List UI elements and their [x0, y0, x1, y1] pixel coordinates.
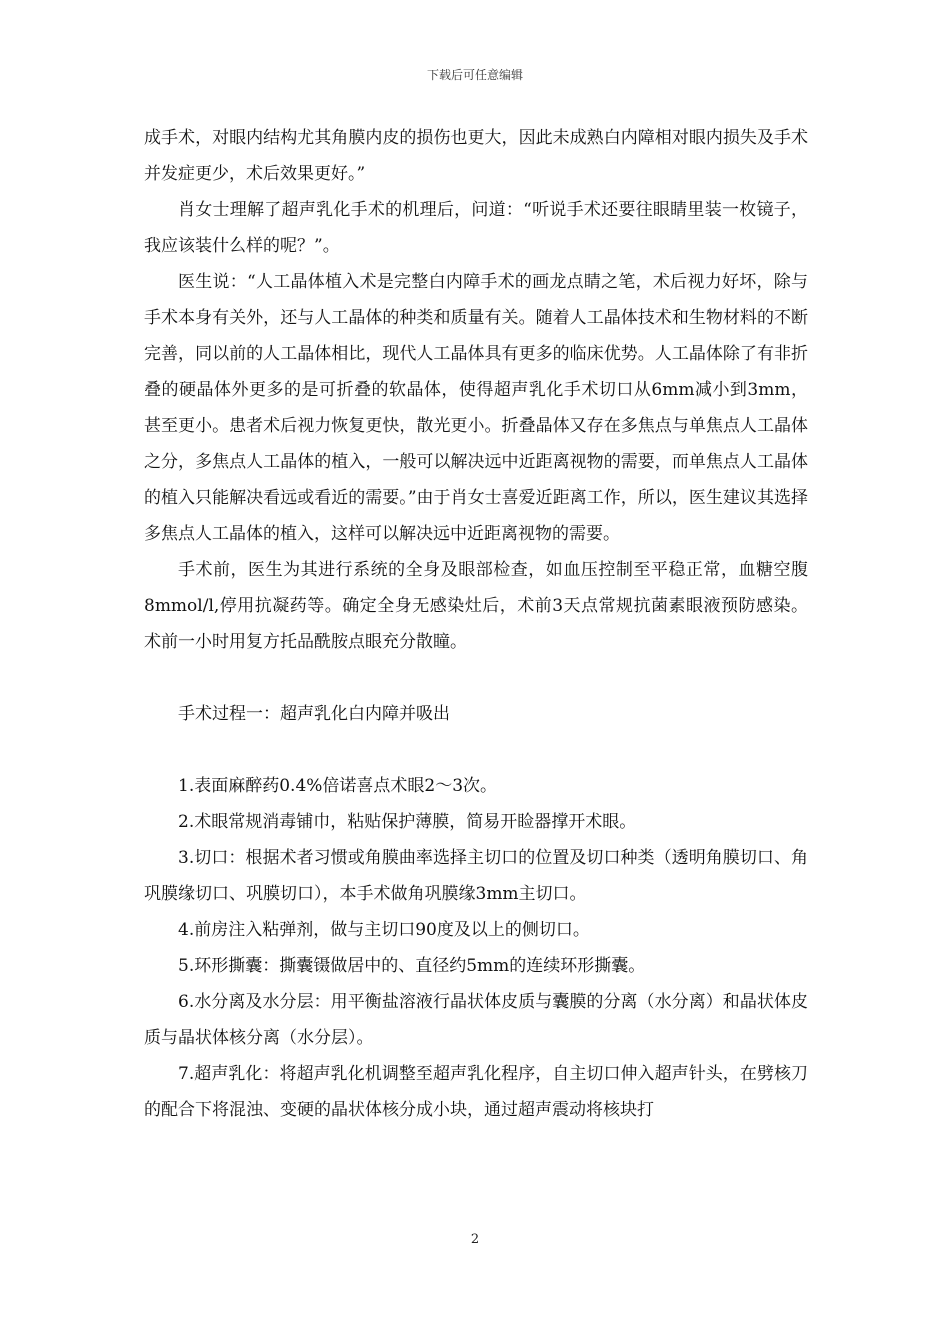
page-header: 下载后可任意编辑 — [426, 68, 523, 82]
document-body — [144, 120, 808, 1128]
step-item: 3.切口：根据术者习惯或角膜曲率选择主切口的位置及切口种类（透明角膜切口、角巩膜缘切口、巩膜切口），本手术做角巩膜缘3mm主切口。 — [144, 848, 808, 904]
step-item: 1.表面麻醉药0.4%倍诺喜点术眼2～3次。 — [178, 776, 498, 796]
step-item: 7.超声乳化：将超声乳化机调整至超声乳化程序，自主切口伸入超声针头，在劈核刀的配合下将混浊、变硬的晶状体核分成小块，通过超声震动将核块打 — [144, 1064, 808, 1120]
step-item: 6.水分离及水分层：用平衡盐溶液行晶状体皮质与囊膜的分离（水分离）和晶状体皮质与晶状体核分离（水分层）。 — [144, 992, 808, 1048]
section-title: 手术过程一：超声乳化白内障并吸出 — [178, 704, 450, 724]
step-item: 4.前房注入粘弹剂，做与主切口90度及以上的侧切口。 — [178, 920, 590, 940]
page-number: 2 — [470, 1232, 480, 1247]
step-item: 5.环形撕囊：撕囊镊做居中的、直径约5mm的连续环形撕囊。 — [178, 956, 646, 976]
spacer — [144, 732, 808, 768]
step-item: 2.术眼常规消毒铺巾，粘贴保护薄膜，简易开睑器撑开术眼。 — [178, 812, 637, 832]
paragraph-question: 肖女士理解了超声乳化手术的机理后，问道：“听说手术还要往眼睛里装一枚镜子，我应该装什么样的呢？”。 — [144, 200, 808, 256]
paragraph-preoperative: 手术前，医生为其进行系统的全身及眼部检查，如血压控制至平稳正常，血糖空腹8mmol/l,停用抗凝药等。确定全身无感染灶后，术前3天点常规抗菌素眼液预防感染。术前一小时用复方托品酰胺点眼充分散瞳。 — [144, 560, 808, 652]
paragraph-doctor-explanation: 医生说：“人工晶体植入术是完整白内障手术的画龙点睛之笔，术后视力好坏，除与手术本身有关外，还与人工晶体的种类和质量有关。随着人工晶体技术和生物材料的不断完善，同以前的人工晶体相比，现代人工晶体具有更多的临床优势。人工晶体除了有非折叠的硬晶体外更多的是可折叠的软晶体，使得超声乳化手术切口从6mm减小到3mm，甚至更小。患者术后视力恢复更快，散光更小。折叠晶体又存在多焦点与单焦点人工晶体之分，多焦点人工晶体的植入，一般可以解决远中近距离视物的需要，而单焦点人工晶体的植入只能解决看远或看近的需要。”由于肖女士喜爱近距离工作，所以，医生建议其选择多焦点人工晶体的植入，这样可以解决远中近距离视物的需要。 — [144, 272, 808, 544]
spacer — [144, 660, 808, 696]
paragraph-continuation: 成手术，对眼内结构尤其角膜内皮的损伤也更大，因此未成熟白内障相对眼内损失及手术并发症更少，术后效果更好。” — [144, 128, 808, 184]
